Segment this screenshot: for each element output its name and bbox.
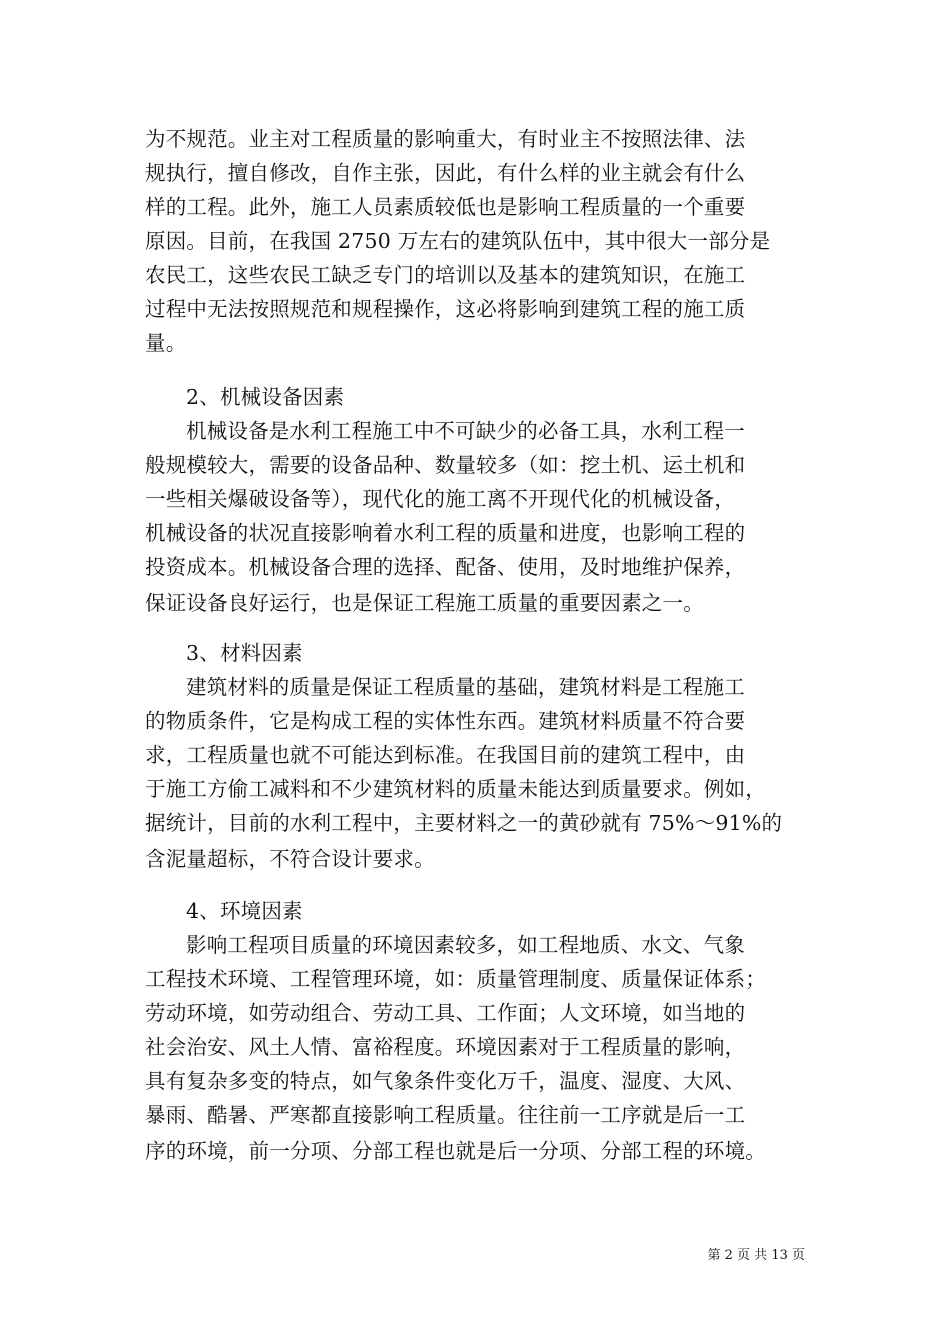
text-line: 劳动环境，如劳动组合、劳动工具、工作面；人文环境，如当地的 <box>145 1001 746 1025</box>
text-line: 量。 <box>145 331 187 355</box>
text-line: 暴雨、酷暑、严寒都直接影响工程质量。往往前一工序就是后一工 <box>145 1103 746 1127</box>
text-line: 影响工程项目质量的环境因素较多，如工程地质、水文、气象 <box>186 933 745 957</box>
text-line: 一些相关爆破设备等），现代化的施工离不开现代化的机械设备， <box>145 487 736 511</box>
text-line: 规执行，擅自修改，自作主张，因此，有什么样的业主就会有什么 <box>145 161 746 185</box>
text-line: 为不规范。业主对工程质量的影响重大，有时业主不按照法律、法 <box>145 127 746 151</box>
section-heading: 2、机械设备因素 <box>186 385 345 409</box>
text-line: 农民工，这些农民工缺乏专门的培训以及基本的建筑知识，在施工 <box>145 263 746 287</box>
text-line: 序的环境，前一分项、分部工程也就是后一分项、分部工程的环境。 <box>145 1139 766 1163</box>
text-line: 社会治安、风土人情、富裕程度。环境因素对于工程质量的影响， <box>145 1035 746 1059</box>
text-line: 保证设备良好运行，也是保证工程施工质量的重要因素之一。 <box>145 591 704 615</box>
page-number: 第 2 页 共 13 页 <box>707 1248 805 1263</box>
section-heading: 3、材料因素 <box>186 641 303 665</box>
text-line: 投资成本。机械设备合理的选择、配备、使用，及时地维护保养， <box>145 555 746 579</box>
text-line: 机械设备的状况直接影响着水利工程的质量和进度，也影响工程的 <box>145 521 746 545</box>
text-line: 过程中无法按照规范和规程操作，这必将影响到建筑工程的施工质 <box>145 297 746 321</box>
text-line: 原因。目前，在我国 2750 万左右的建筑队伍中，其中很大一部分是 <box>145 229 771 253</box>
text-line: 机械设备是水利工程施工中不可缺少的必备工具，水利工程一 <box>186 419 745 443</box>
text-line: 样的工程。此外，施工人员素质较低也是影响工程质量的一个重要 <box>145 195 746 219</box>
text-line: 据统计，目前的水利工程中，主要材料之一的黄砂就有 75%～91%的 <box>145 811 783 835</box>
text-line: 具有复杂多变的特点，如气象条件变化万千，温度、湿度、大风、 <box>145 1069 746 1093</box>
text-line: 于施工方偷工减料和不少建筑材料的质量未能达到质量要求。例如， <box>145 777 766 801</box>
text-line: 含泥量超标，不符合设计要求。 <box>145 847 435 871</box>
text-line: 求，工程质量也就不可能达到标准。在我国目前的建筑工程中，由 <box>145 743 746 767</box>
text-line: 般规模较大，需要的设备品种、数量较多（如：挖土机、运土机和 <box>145 453 746 477</box>
text-line: 工程技术环境、工程管理环境，如：质量管理制度、质量保证体系； <box>145 967 766 991</box>
section-heading: 4、环境因素 <box>186 899 303 923</box>
text-line: 的物质条件，它是构成工程的实体性东西。建筑材料质量不符合要 <box>145 709 746 733</box>
text-line: 建筑材料的质量是保证工程质量的基础，建筑材料是工程施工 <box>186 675 745 699</box>
